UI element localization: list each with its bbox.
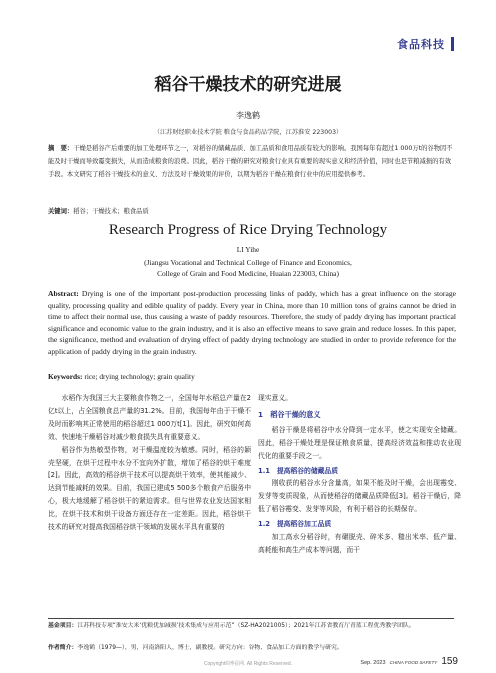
section-label: 食品科技 [397, 38, 445, 51]
body-paragraph: 稻谷干燥是将稻谷中水分降到一定水平，使之实现安全储藏。因此，稻谷干燥处理是保证粮食质量、提高经济效益和推动农业现代化的重要手段之一。 [258, 425, 461, 460]
cn-keywords [48, 206, 456, 215]
en-abstract-label: Abstract: [48, 289, 79, 298]
body-paragraph: 水稻作为我国三大主要粮食作物之一，全国每年水稻总产量在2亿t以上，占全国粮食总产量的31.2%。目前，我国每年由于干燥不及时而影响其正常使用的稻谷超过1 000万t[1]。因此，研究如何高效、快速地干燥稻谷对减少粮食损失具有重要意义。 [48, 394, 251, 441]
cn-title: 稻谷干燥技术的研究进展 [154, 75, 342, 95]
body-paragraph: 加工高水分稻谷时，有碾脱壳、碎米多、糙出米率、低产量、高耗能和高生产成本等问题，而干 [258, 533, 461, 554]
issue-date: Sep. 2023 [360, 660, 386, 666]
magazine-name: CHINA FOOD SAFETY [389, 660, 438, 665]
footnote-fund [48, 621, 460, 632]
footnote-author [48, 643, 460, 654]
footnote-author-label: 作者简介： [48, 645, 78, 651]
body-right-column [258, 392, 461, 557]
cn-abstract [48, 142, 456, 181]
footnote-divider [48, 618, 454, 619]
en-abstract-text: Drying is one of the important post-production processing links of paddy, which has a great influence on the storage quality, processing quality and edible quality of paddy. Every year in China, more than 10 million tons of grains cannot be dried in time to affect their normal use, thus causing a waste of paddy resources. Therefore, the study of paddy drying has important practical significance and economic value to the grain industry, and it is also an effective means to save grain and reduce losses. In this paper, the significance, method and evaluation of drying effect of paddy drying technology are studied in order to provide reference for the application of paddy drying in the grain industry. [48, 289, 456, 356]
cn-keywords-label: 关键词： [48, 208, 74, 215]
cn-abstract-text: 干燥是稻谷产后重要的加工处理环节之一，对稻谷的储藏品质、加工品质和食用品质有较大的影响。我国每年有超过1 000万t的谷物因不能及时干燥而导致霉变损失，从而造成粮食的浪费。因此，稻谷干燥的研究对粮食行业具有重要的现实意义和经济价值，同时也是节粮减损的有效手段。本文研究了稻谷干燥技术的意义、方法及对干燥效果的评价，以期为稻谷干燥在粮食行业中的应用提供参考。 [48, 145, 453, 178]
body-paragraph: 现实意义。 [258, 394, 292, 402]
footnote-author-text: 李逸鹤（1979—），男，河南洛阳人，博士，副教授。研究方向：谷物、食品加工方面的教学与研究。 [77, 645, 343, 651]
en-affiliation-line2: College of Grain and Food Medicine, Huaian 223003, China) [157, 269, 339, 278]
subsection-heading-1-2: 1.2 提高稻谷加工品质 [258, 520, 332, 529]
en-abstract [48, 288, 456, 358]
cn-affiliation: （江苏财经职业技术学院 粮食与食品药品学院，江苏淮安 223003） [153, 129, 343, 136]
en-title: Research Progress of Rice Drying Technology [108, 222, 388, 238]
watermark: Copyright©博看网. All Rights Reserved. [203, 661, 293, 667]
body-left-column [48, 392, 251, 534]
footnote-fund-label: 基金项目： [48, 623, 78, 629]
page-number: 159 [441, 656, 458, 667]
section-heading-1: 1 稻谷干燥的意义 [258, 409, 321, 419]
cn-author: 李逸鹤 [236, 111, 260, 120]
cn-keywords-text: 稻谷；干燥技术；粮食品质 [73, 208, 149, 215]
en-keywords [48, 372, 456, 381]
cn-abstract-label: 摘 要： [48, 145, 74, 152]
section-header [397, 36, 454, 52]
subsection-heading-1-1: 1.1 提高稻谷的储藏品质 [258, 466, 339, 475]
section-bar [451, 37, 454, 51]
en-affiliation-line1: (Jiangsu Vocational and Technical College of Finance and Economics, [144, 258, 352, 267]
body-paragraph: 稻谷作为热敏型作物，对干燥温度较为敏感。同时，稻谷的颖壳坚硬，在烘干过程中水分不宜向外扩散，增加了稻谷的烘干难度[2]。因此，高效的稻谷烘干技术可以提高烘干效率，使其能减少、达到节能减耗的效果。目前，我国已建成5 500多个粮食产后服务中心，极大地缓解了稻谷烘干的紧迫需求。但与世界农业发达国家相比，在烘干技术和烘干设备方面还存在一定差距。因此，稻谷烘干技术的研究对提高我国稻谷烘干领域的发展水平具有重要的 [48, 445, 251, 532]
footnote-fund-text: 江苏科技专项“淮安大米‘优粮优加减损’技术集成与应用示范”（SZ-HA2021005）；2021年江苏省教育厅青蓝工程优秀教学团队。 [77, 623, 415, 629]
en-keywords-label: Keywords: [48, 372, 83, 381]
page-footer [360, 656, 458, 667]
en-keywords-text: rice; drying technology; grain quality [84, 372, 195, 381]
en-author: LI Yihe [236, 245, 260, 254]
body-paragraph: 刚收获的稻谷水分含量高，如果不能及时干燥，会出现霉变、发芽等变质现象，从而使稻谷的储藏品质降低[3]。稻谷干燥后，降低了稻谷霉变、发芽等风险，有利于稻谷的长期保存。 [258, 479, 461, 514]
